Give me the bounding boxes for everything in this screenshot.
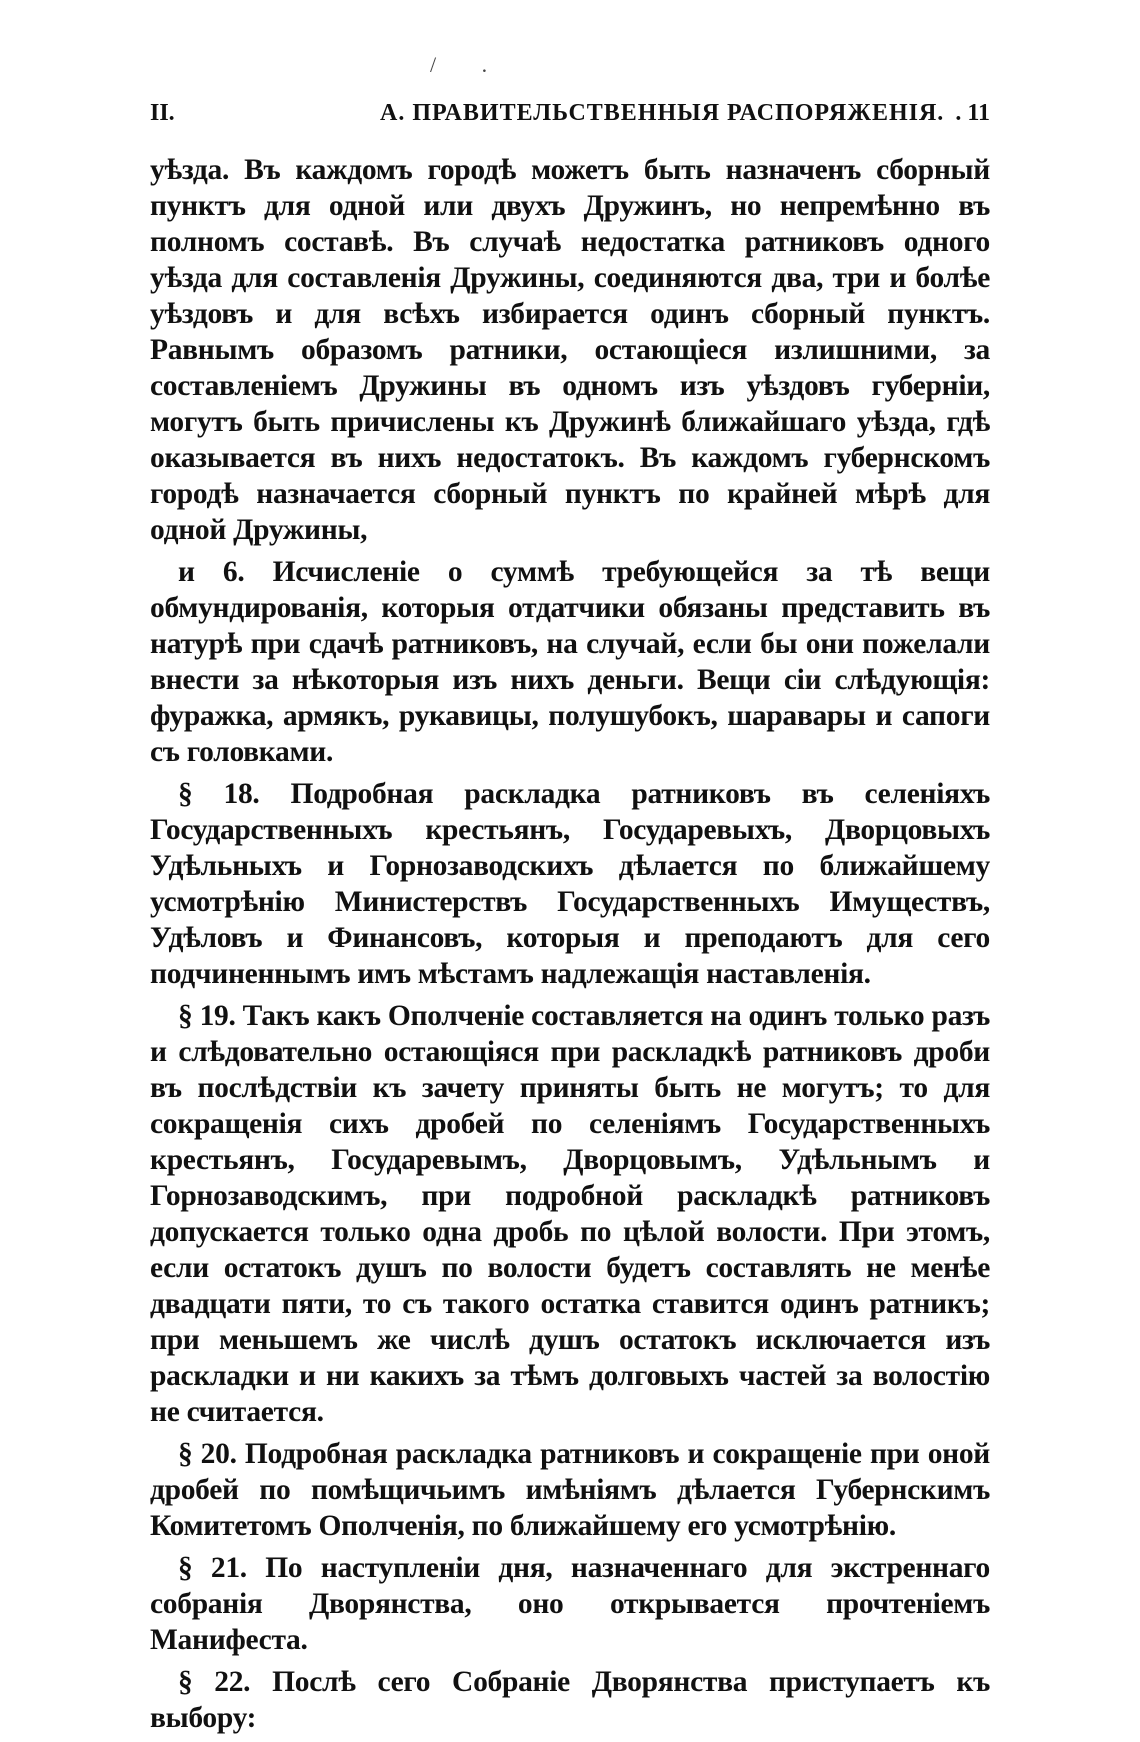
- paragraph-section-21: § 21. По наступленіи дня, назначеннаго для экстреннаго собранія Дворянства, оно открывается прочтеніемъ Манифеста.: [150, 1552, 990, 1656]
- paragraph-item-6: и 6. Исчисленіе о суммѣ требующейся за тѣ вещи обмундированія, которыя отдатчики обязаны представить въ натурѣ при сдачѣ ратниковъ, на случай, если бы они пожелали внести за нѣкоторыя изъ нихъ деньги. Вещи сіи слѣдующія: фуражка, армякъ, рукавицы, полушубокъ, шаравары и сапоги съ головками.: [150, 556, 990, 768]
- body-text: [150, 152, 990, 1742]
- page-number: . 11: [955, 100, 990, 126]
- paragraph-section-19: § 19. Такъ какъ Ополченіе составляется на одинъ только разъ и слѣдовательно остающіяся при раскладкѣ ратниковъ дроби въ послѣдствіи къ зачету приняты быть не могутъ; то для сокращенія сихъ дробей по селеніямъ Государственныхъ крестьянъ, Государевымъ, Дворцовымъ, Удѣльнымъ и Горнозаводскимъ, при подробной раскладкѣ ратниковъ допускается только одна дробь по цѣлой волости. При этомъ, если остатокъ душъ по волости будетъ составлять не менѣе двадцати пяти, то съ такого остатка ставится одинъ ратникъ; при меньшемъ же числѣ душъ остатокъ исключается изъ раскладки и ни какихъ за тѣмъ долговыхъ частей за волостію не считается.: [150, 1000, 990, 1428]
- running-title: А. ПРАВИТЕЛЬСТВЕННЫЯ РАСПОРЯЖЕНІЯ.: [380, 100, 945, 126]
- section-number: II.: [150, 100, 175, 126]
- paragraph-section-22: § 22. Послѣ сего Собраніе Дворянства приступаетъ къ выбору:: [150, 1666, 990, 1734]
- paragraph-section-20: § 20. Подробная раскладка ратниковъ и сокращеніе при оной дробей по помѣщичьимъ имѣніямъ дѣлается Губернскимъ Комитетомъ Ополченія, по ближайшему его усмотрѣнію.: [150, 1438, 990, 1542]
- paragraph-section-18: § 18. Подробная раскладка ратниковъ въ селеніяхъ Государственныхъ крестьянъ, Государевыхъ, Дворцовыхъ Удѣльныхъ и Горнозаводскихъ дѣлается по ближайшему усмотрѣнію Министерствъ Государственныхъ Имуществъ, Удѣловъ и Финансовъ, которыя и преподаютъ для сего подчиненнымъ имъ мѣстамъ надлежащія наставленія.: [150, 778, 990, 990]
- paragraph-continuation: уѣзда. Въ каждомъ городѣ можетъ быть назначенъ сборный пунктъ для одной или двухъ Дружинъ, но непремѣнно въ полномъ составѣ. Въ случаѣ недостатка ратниковъ одного уѣзда для составленія Дружины, соединяются два, три и болѣе уѣздовъ и для всѣхъ избирается одинъ сборный пунктъ. Равнымъ образомъ ратники, остающіеся излишними, за составленіемъ Дружины въ одномъ изъ уѣздовъ губерніи, могутъ быть причислены къ Дружинѣ ближайшаго уѣзда, гдѣ оказывается въ нихъ недостатокъ. Въ каждомъ губернскомъ городѣ назначается сборный пунктъ по крайней мѣрѣ для одной Дружины,: [150, 154, 990, 546]
- running-header: [150, 100, 990, 140]
- page-specks: / .: [430, 52, 508, 77]
